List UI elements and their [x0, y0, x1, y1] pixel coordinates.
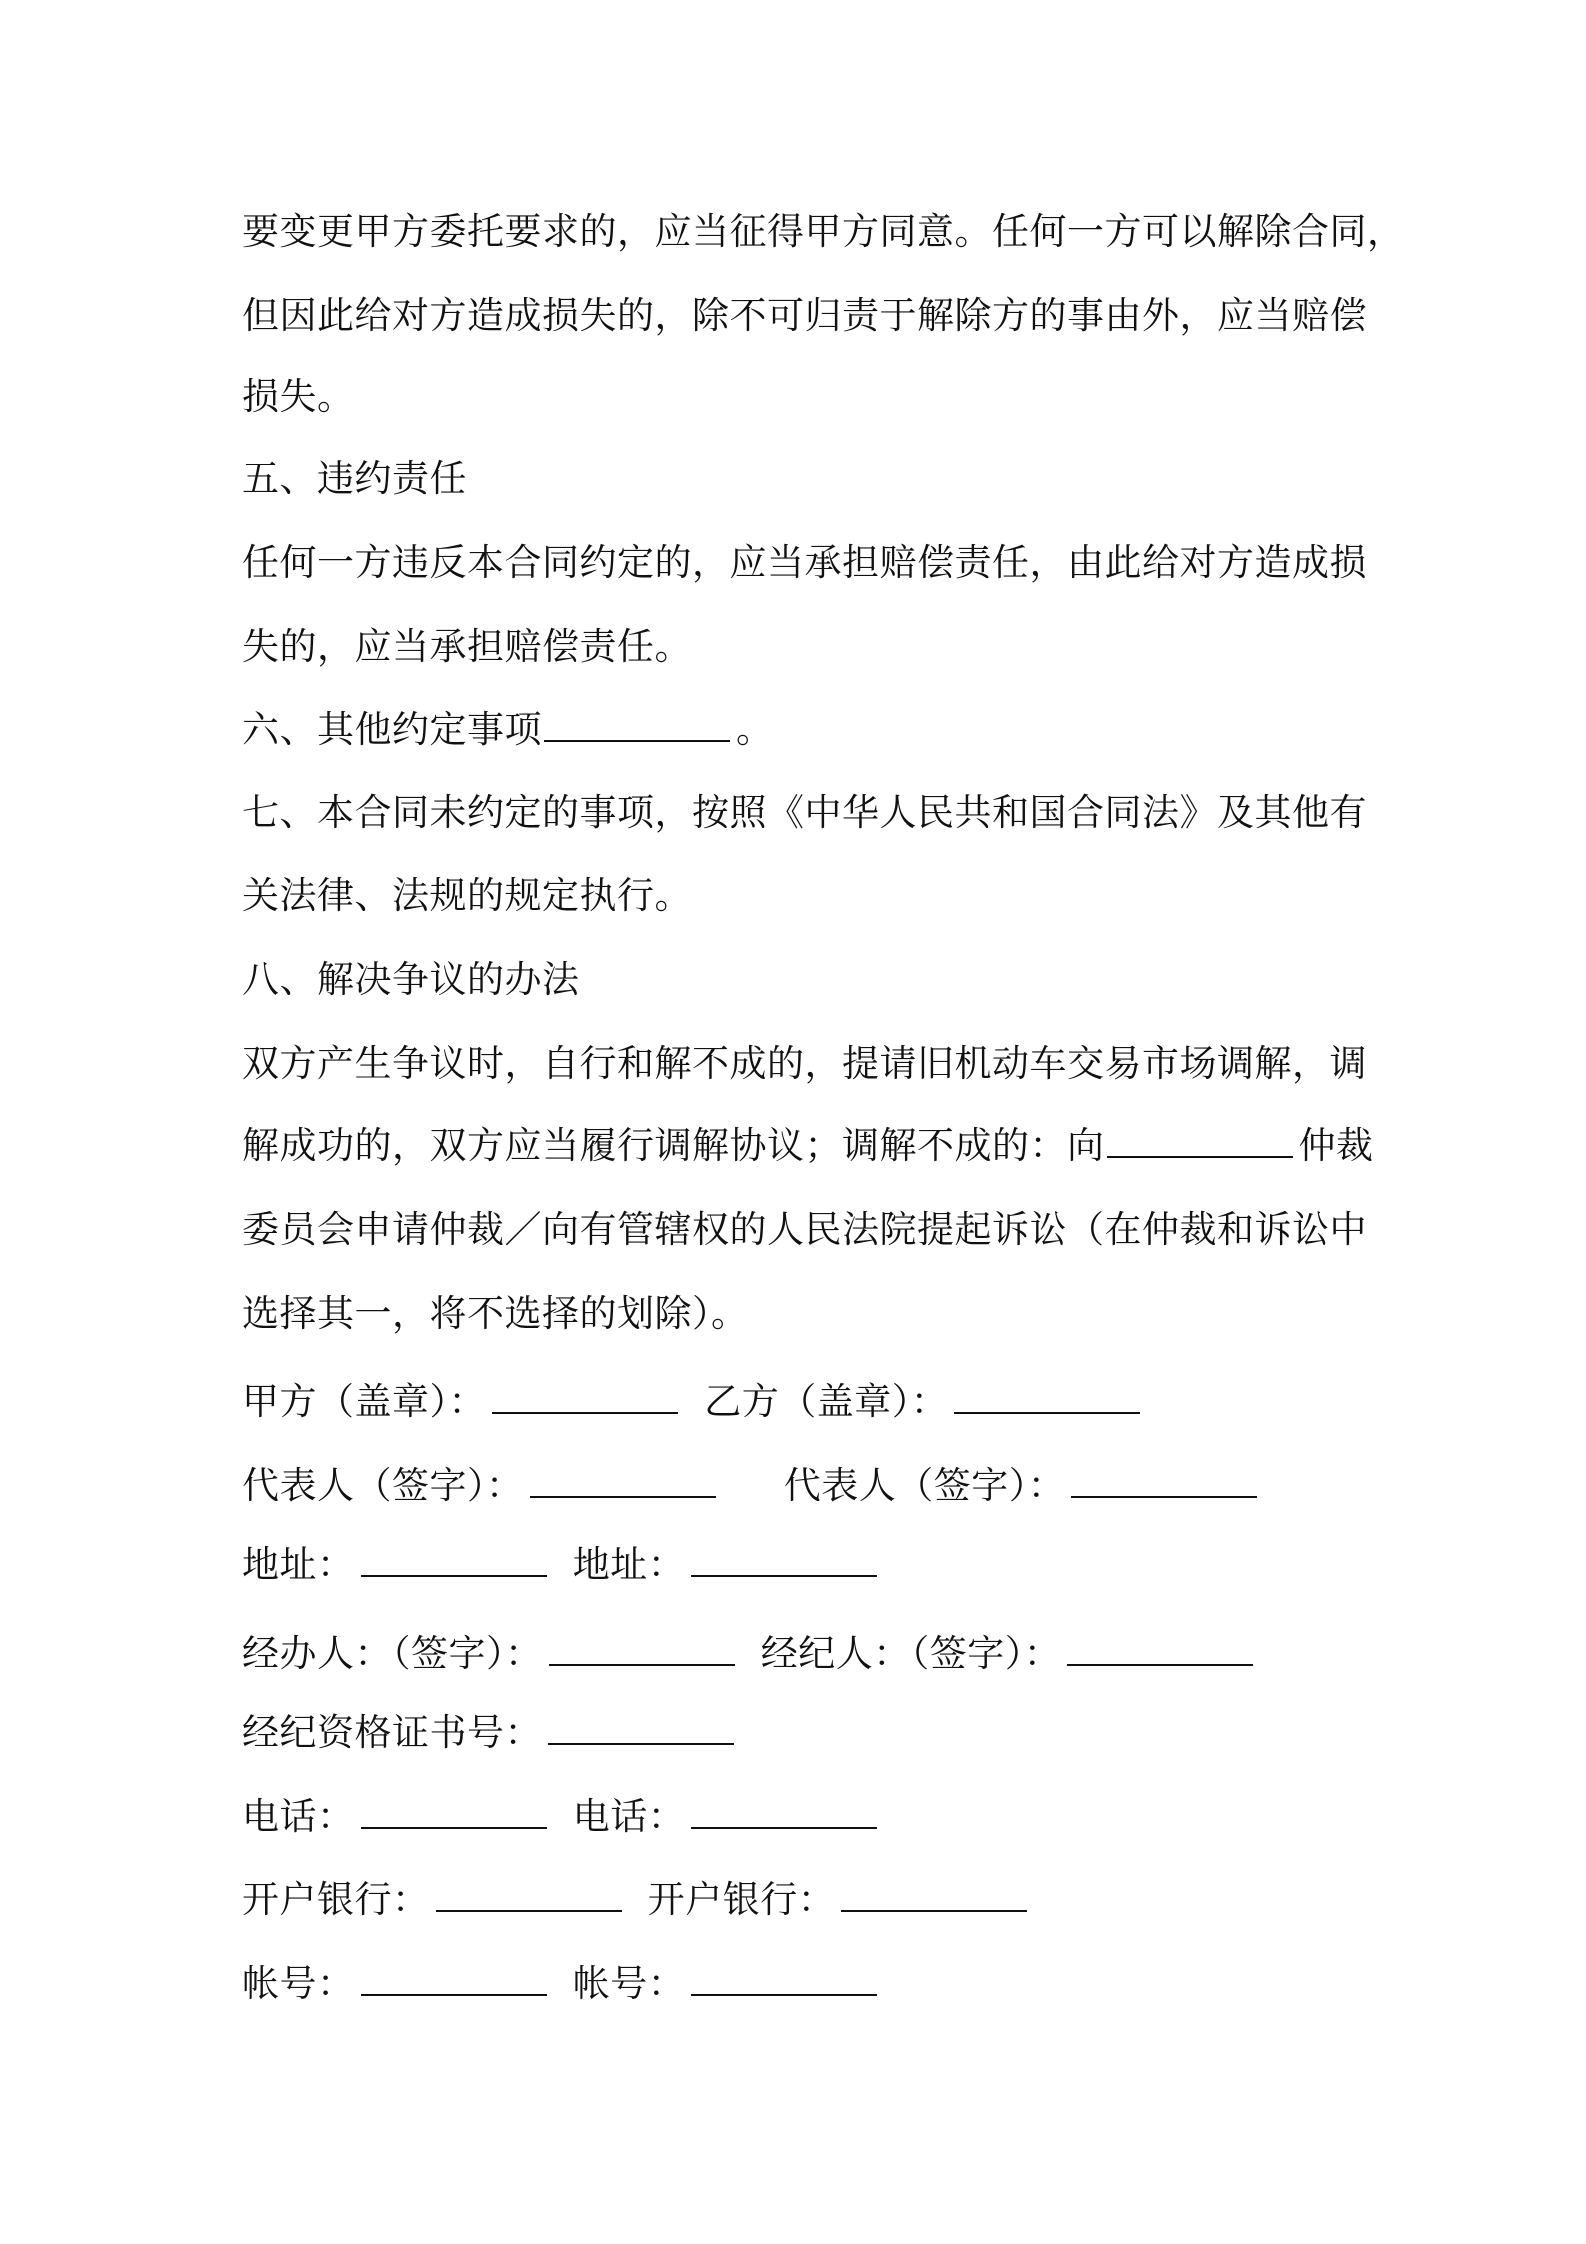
blank-field — [530, 1466, 716, 1498]
paragraph-line: 失的，应当承担赔偿责任。 — [242, 625, 692, 668]
address-b-label: 地址： — [572, 1543, 686, 1586]
party-b-seal-label: 乙方（盖章）： — [704, 1380, 949, 1423]
section-6-text: 六、其他约定事项 — [242, 708, 542, 751]
section-heading-8: 八、解决争议的办法 — [242, 958, 580, 1001]
phone-a-label: 电话： — [242, 1795, 355, 1838]
rep-a-label: 代表人（签字）： — [242, 1464, 524, 1507]
blank-field — [361, 1797, 547, 1829]
signature-row-bank — [242, 1876, 1033, 1924]
signature-row-cert — [242, 1709, 740, 1757]
signature-row-account — [242, 1960, 883, 2008]
section-8-text-b: 仲裁 — [1298, 1124, 1374, 1167]
blank-field — [1071, 1466, 1257, 1498]
blank-field — [1107, 1126, 1293, 1158]
signature-row-seal — [242, 1378, 1146, 1426]
broker-cert-label: 经纪资格证书号： — [242, 1711, 542, 1754]
bank-b-label: 开户银行： — [647, 1878, 836, 1921]
signature-row-phone — [242, 1793, 883, 1841]
bank-a-label: 开户银行： — [242, 1878, 430, 1921]
section-8-text-a: 解成功的，双方应当履行调解协议；调解不成的：向 — [242, 1124, 1105, 1167]
blank-field — [841, 1880, 1027, 1912]
blank-field — [691, 1545, 877, 1577]
section-heading-5: 五、违约责任 — [242, 457, 467, 500]
phone-b-label: 电话： — [572, 1795, 686, 1838]
blank-field — [544, 710, 730, 742]
party-a-seal-label: 甲方（盖章）： — [242, 1380, 486, 1423]
paragraph-line: 关法律、法规的规定执行。 — [242, 874, 692, 917]
paragraph-line: 选择其一，将不选择的划除）。 — [242, 1292, 749, 1335]
blank-field — [436, 1880, 622, 1912]
blank-field — [691, 1797, 877, 1829]
rep-b-label: 代表人（签字）： — [783, 1464, 1066, 1507]
paragraph-line: 七、本合同未约定的事项，按照《中华人民共和国合同法》及其他有 — [242, 791, 1367, 834]
blank-field — [549, 1634, 735, 1666]
signature-row-rep — [242, 1462, 1263, 1510]
address-a-label: 地址： — [242, 1543, 355, 1586]
blank-field — [361, 1545, 547, 1577]
blank-field — [691, 1964, 877, 1996]
paragraph-line: 双方产生争议时，自行和解不成的，提请旧机动车交易市场调解，调 — [242, 1042, 1367, 1085]
section-6-end: 。 — [736, 708, 774, 751]
blank-field — [361, 1964, 547, 1996]
section-8-line-2 — [242, 1122, 1374, 1170]
signature-row-address — [242, 1541, 883, 1589]
blank-field — [1067, 1634, 1253, 1666]
paragraph-line: 损失。 — [242, 375, 355, 418]
paragraph-line: 但因此给对方造成损失的，除不可归责于解除方的事由外，应当赔偿 — [242, 294, 1367, 337]
paragraph-line: 任何一方违反本合同约定的，应当承担赔偿责任，由此给对方造成损 — [242, 541, 1367, 584]
account-b-label: 帐号： — [572, 1962, 686, 2005]
blank-field — [548, 1713, 734, 1745]
paragraph-line: 要变更甲方委托要求的，应当征得甲方同意。任何一方可以解除合同， — [242, 210, 1405, 253]
handler-a-label: 经办人：（签字）： — [242, 1632, 543, 1675]
blank-field — [492, 1382, 678, 1414]
blank-field — [954, 1382, 1140, 1414]
section-6-line — [242, 706, 774, 754]
paragraph-line: 委员会申请仲裁／向有管辖权的人民法院提起诉讼（在仲裁和诉讼中 — [242, 1208, 1367, 1251]
account-a-label: 帐号： — [242, 1962, 355, 2005]
signature-row-handler — [242, 1630, 1259, 1678]
broker-b-label: 经纪人：（签字）： — [760, 1632, 1062, 1675]
